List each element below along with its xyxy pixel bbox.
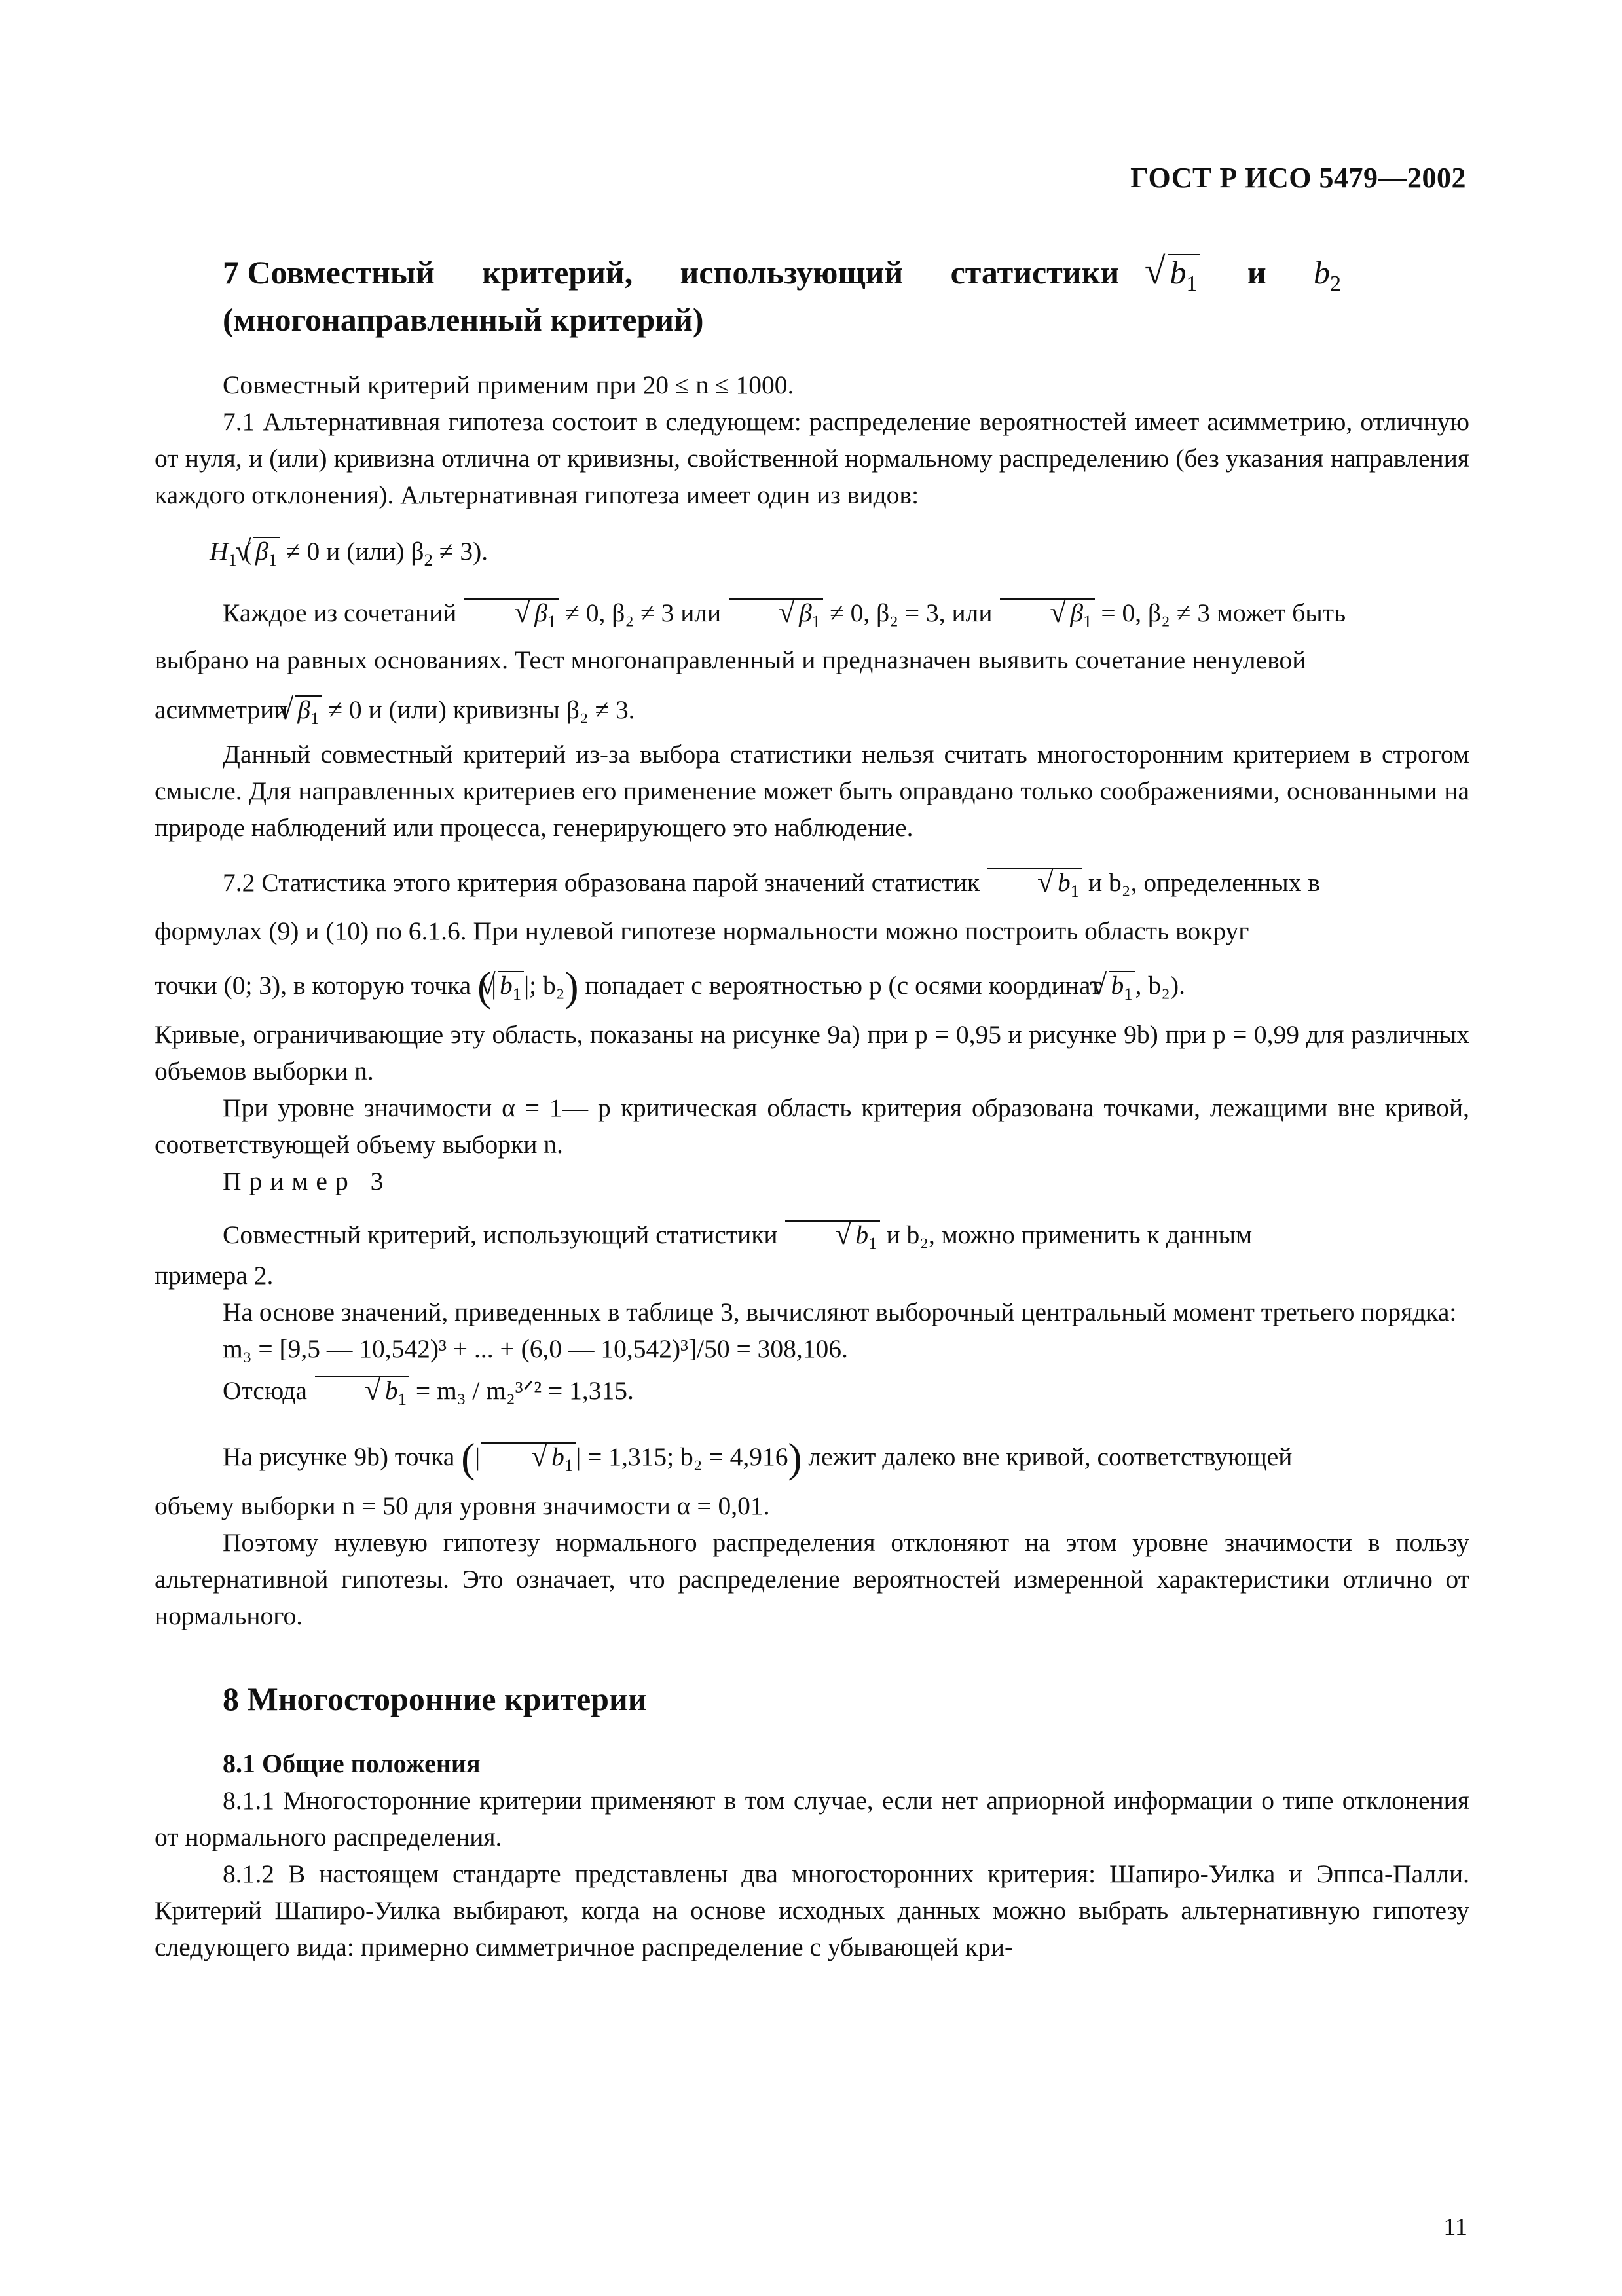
paragraph-8-1-1: 8.1.1 Многосторонние критерии применяют в том случае, если нет априорной информации о типе отклонения от нормального распределения. (155, 1786, 1469, 1852)
page-content (155, 249, 1469, 1965)
paragraph-8-1-2: 8.1.2 В настоящем стандарте представлены два многосторонних критерия: Шапиро-Уилка и Эппса-Палли. Критерий Шапиро-Уилка выбирают, когда на основе исходных данных можно выбрать альтернативную гипотезу следующего вида: примерно симметричное распределение с убывающей кри- (155, 1859, 1469, 1962)
page-number: 11 (1443, 2214, 1467, 2241)
b2-symbol: $b_2$ (1313, 254, 1341, 296)
section-7-title: 7 Совместный критерий, использующий статистики √ $b_1$ и $b_2$ (многонаправленный критерий) (155, 249, 1469, 343)
paragraph-7-2-line3: точки (0; 3), в которую точка (|√ $b_1$ |; b₂) попадает с вероятностью p (с осями координат √ $b_1$ , b₂). (155, 956, 1469, 1016)
example-3-label: Пример 3 (223, 1167, 392, 1196)
paragraph-7-2-line2: формулах (9) и (10) по 6.1.6. При нулевой гипотезе нормальности можно построить область вокруг (155, 917, 1249, 945)
paragraph-joint-criterion: Данный совместный критерий из-за выбора статистики нельзя считать многосторонним критерием в строгом смысле. Для направленных критериев его применение может быть оправдано только соображениями, основанными на природе наблюдений или процесса, генерирующего это наблюдение. (155, 740, 1469, 842)
paragraph-combinations: Каждое из сочетаний √ $\beta_1 \ne 0$, β₂ ≠ 3 или √ $\beta_1 \ne 0$, β₂ = 3, или √ $\beta_1 = 0$, β₂ ≠ 3 может быть (155, 589, 1469, 636)
paragraph-combinations-line2: выбрано на равных основаниях. Тест многонаправленный и предназначен выявить сочетание ненулевой (155, 646, 1306, 674)
paragraph-alpha: При уровне значимости α = 1— p критическая область критерия образована точками, лежащими вне кривой, соответствующей объему выборки n. (155, 1093, 1469, 1159)
section-8-title: 8 Многосторонние критерии (223, 1681, 647, 1718)
paragraph-7-2-curves: Кривые, ограничивающие эту область, показаны на рисунке 9а) при p = 0,95 и рисунке 9b) при p = 0,99 для различных объемов выборки n. (155, 1020, 1469, 1086)
example-3-table-ref: На основе значений, приведенных в таблице 3, вычисляют выборочный центральный момент третьего порядка: (223, 1298, 1457, 1327)
formula-h1: $H_1$ (√ $\beta_1 \ne 0$ и (или) $\beta_2 \ne 3$). (155, 526, 1469, 576)
section-7-intro: Совместный критерий применим при 20 ≤ n ≤ 1000. (223, 371, 794, 399)
example-3-intro: Совместный критерий, использующий статистики √ $b_1$ и b₂, можно применить к данным (155, 1212, 1469, 1257)
example-3-m3: m₃ = [9,5 — 10,542)³ + ... + (6,0 — 10,542)³]/50 = 308,106. (223, 1334, 848, 1364)
sqrt-b1-symbol: √ $b_1$ (1167, 249, 1200, 296)
paragraph-7-2: 7.2 Статистика этого критерия образована парой значений статистик √ $b_1$ и b₂, определенных в (155, 859, 1469, 906)
example-3-intro-line2: примера 2. (155, 1261, 274, 1290)
example-3-conclusion: Поэтому нулевую гипотезу нормального распределения отклоняют на этом уровне значимости в пользу альтернативной гипотезы. Это означает, что распределение вероятностей измеренной характеристики отлично от нормального. (155, 1528, 1469, 1631)
example-3-figure-line2: объему выборки n = 50 для уровня значимости α = 0,01. (155, 1491, 770, 1521)
section-8-1-title: 8.1 Общие положения (223, 1749, 481, 1779)
document-header: ГОСТ Р ИСО 5479—2002 (1130, 162, 1466, 194)
example-3-hence: Отсюда √ $b_1 = m_3$ / m₂³ᐟ² = 1,315. (155, 1367, 1469, 1414)
paragraph-7-1: 7.1 Альтернативная гипотеза состоит в следующем: распределение вероятностей имеет асимметрию, отличную от нуля, и (или) кривизна отлична от кривизны, свойственной нормальному распределению (без указания направления каждого отклонения). Альтернативная гипотеза имеет один из видов: (155, 407, 1469, 509)
example-3-figure: На рисунке 9b) точка (|√ $b_1$ | = 1,315; b₂ = 4,916) лежит далеко вне кривой, соответствующей (155, 1427, 1469, 1487)
paragraph-combinations-line3: асимметрии √ $\beta_1 \ne 0$ и (или) кривизны β₂ ≠ 3. (155, 683, 1469, 736)
